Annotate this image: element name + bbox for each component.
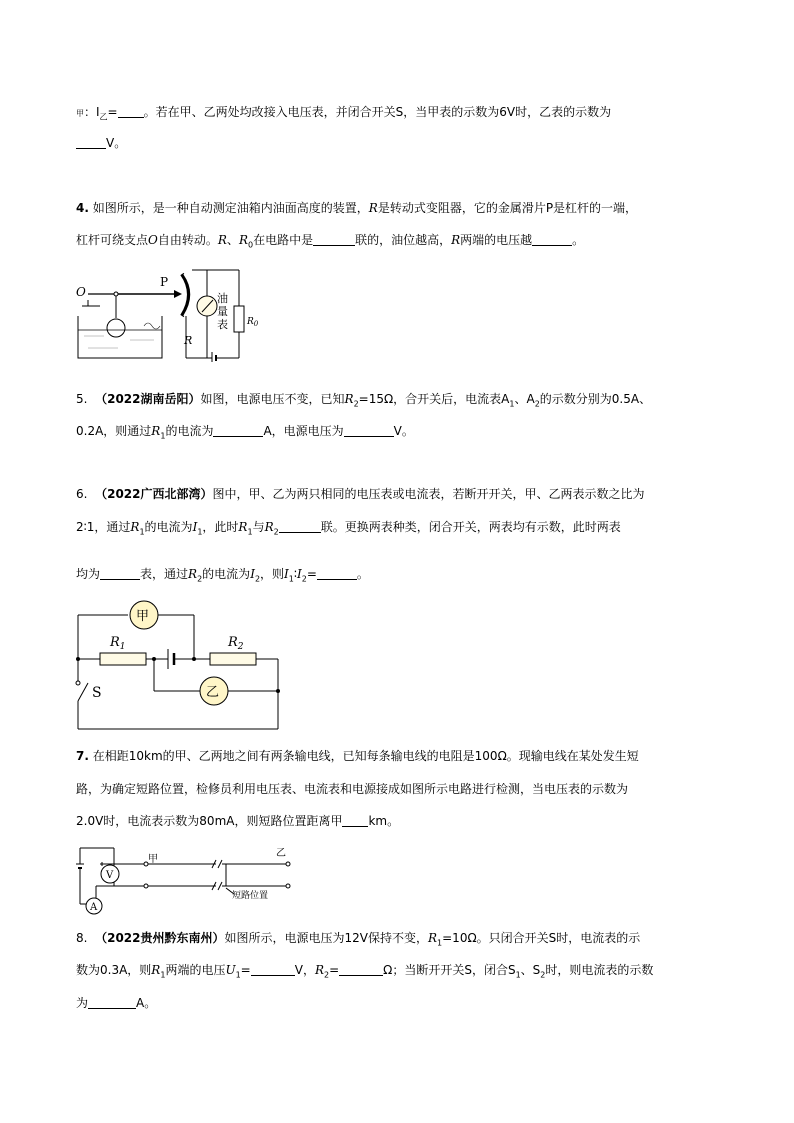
q6-circuit-diagram: [70, 597, 290, 737]
q3-line1: 甲：$I_乙=$ 。若在甲、乙两处均改接入电压表，并闭合开关S，当甲表的示数为6V时，乙表的示数为: [76, 105, 612, 122]
q4-fig-meter-3: 表: [217, 318, 228, 331]
q6-line1: 6. （2022广西北部湾）图中，甲、乙为两只相同的电压表或电流表，若断开开关，甲、乙两表示数之比为: [76, 487, 645, 501]
q6-line2: 2∶1，通过$R_1$的电流为$I_1$，此时$R_1$与$R_2$ 联。更换两表种类，闭合开关，两表均有示数，此时两表: [76, 520, 621, 537]
q6-fig-R2: $R_2$: [228, 635, 244, 652]
q8-blank-current[interactable]: [88, 996, 136, 1009]
q5-line2: 0.2A，则通过$R_1$的电流为 A，电源电压为 V。: [76, 424, 414, 441]
q4-fig-R0: $R_0$: [247, 317, 259, 328]
q6-blank-ratio[interactable]: [317, 567, 357, 580]
q7-blank-distance[interactable]: [342, 814, 368, 827]
q6-fig-meter-yi: 乙: [206, 685, 220, 700]
q7-short-circuit-diagram: [76, 842, 298, 920]
q5-line1: 5. （2022湖南岳阳）如图，电源电压不变，已知$R_2=15\Omega$，合开关后，电流表$A_1$、$A_2$的示数分别为0.5A、: [76, 392, 652, 409]
q8-blank-voltage[interactable]: [251, 963, 295, 976]
q4-blank-connection[interactable]: [313, 233, 355, 246]
q6-blank-meter-type[interactable]: [100, 567, 140, 580]
q4-line2: 杠杆可绕支点O自由转动。R、$R_0$在电路中是 联的，油位越高，R两端的电压越 。: [76, 233, 585, 250]
q4-line1: 4. 如图所示，是一种自动测定油箱内油面高度的装置，R是转动式变阻器，它的金属滑片P是杠杆的一端，: [76, 201, 638, 215]
q7-line3: 2.0V时，电流表示数为80mA，则短路位置距离甲 km。: [76, 814, 400, 828]
q7-fig-voltmeter: V: [106, 870, 114, 881]
q7-fig-yi: 乙: [276, 848, 286, 859]
q8-blank-resistance[interactable]: [339, 963, 383, 976]
q6-fig-meter-jia: 甲: [136, 609, 150, 624]
q6-fig-switch-S: S: [92, 685, 102, 701]
q3-blank-voltage[interactable]: [76, 136, 106, 149]
q3-blank-ratio[interactable]: [118, 105, 144, 118]
q8-line3: 为 A。: [76, 996, 157, 1010]
q4-fig-meter-2: 量: [217, 305, 228, 318]
q8-line2: 数为0.3A，则$R_1$两端的电压$U_1= V$，$R_2= \Omega$；当断开开关S，闭合$S_1$、$S_2$时，则电流表的示数: [76, 963, 654, 980]
q6-blank-connection[interactable]: [279, 520, 321, 533]
q6-line3: 均为 表，通过$R_2$的电流为$I_2$，则$I_1∶I_2=$ 。: [76, 567, 369, 584]
q4-blank-voltage-change[interactable]: [532, 233, 572, 246]
q8-line1: 8. （2022贵州黔东南州）如图所示，电源电压为12V保持不变，$R_1=10\Omega$。只闭合开关S时，电流表的示: [76, 931, 641, 948]
q4-oil-gauge-diagram: [74, 262, 259, 362]
q4-fig-P: P: [160, 275, 169, 289]
q6-fig-R1: $R_1$: [110, 635, 126, 652]
q7-line1: 7. 在相距10km的甲、乙两地之间有两条输电线，已知每条输电线的电阻是100Ω。现输电线在某处发生短: [76, 749, 639, 763]
q7-line2: 路，为确定短路位置，检修员利用电压表、电流表和电源接成如图所示电路进行检测，当电压表的示数为: [76, 782, 629, 796]
q4-fig-meter-1: 油: [217, 292, 228, 305]
q5-blank-current[interactable]: [213, 424, 263, 437]
q3-line2: V。: [76, 135, 126, 151]
q7-fig-jia: 甲: [148, 854, 158, 865]
q5-blank-voltage[interactable]: [344, 424, 394, 437]
q4-fig-R: R: [184, 334, 193, 347]
q7-fig-ammeter: A: [90, 902, 98, 913]
q4-fig-O: O: [76, 285, 86, 299]
q7-fig-short-label: 短路位置: [232, 891, 269, 901]
